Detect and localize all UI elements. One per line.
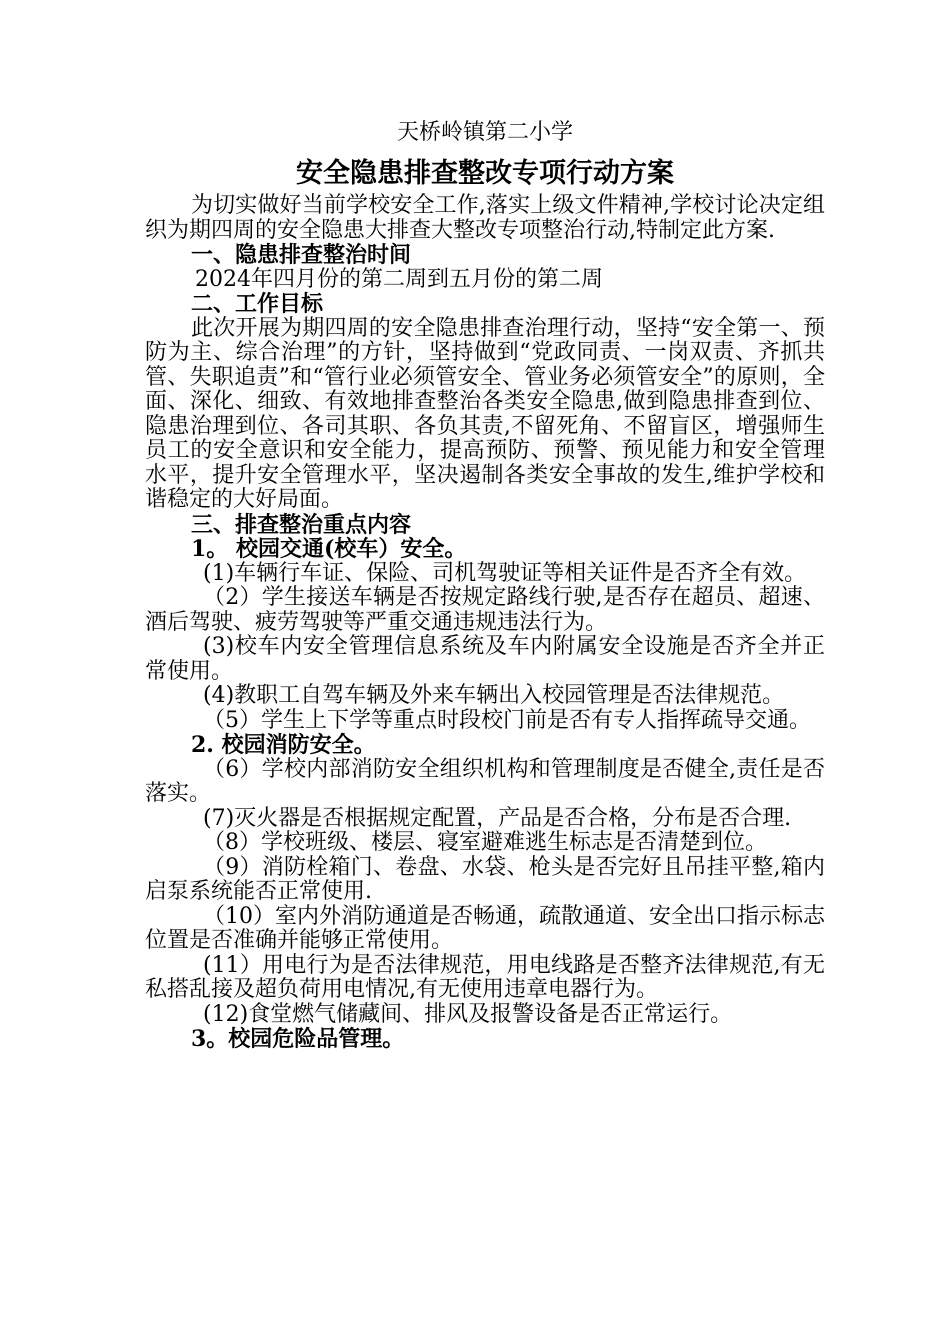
section-heading-time: 一、隐患排查整治时间 xyxy=(191,242,412,268)
list-item: （6）学校内部消防安全组织机构和管理制度是否健全,责任是否落实。 xyxy=(145,756,825,806)
list-item: (11）用电行为是否法律规范，用电线路是否整齐法律规范,有无私搭乱接及超负荷用电情况,有无使用违章电器行为。 xyxy=(145,952,825,1002)
list-item: (12)食堂燃气储藏间、排风及报警设备是否正常运行。 xyxy=(203,1001,733,1027)
subsection-heading-fire: 2. 校园消防安全。 xyxy=(191,732,376,758)
list-item: (7)灭火器是否根据规定配置，产品是否合格，分布是否合理. xyxy=(203,805,792,831)
list-item: （9）消防栓箱门、卷盘、水袋、枪头是否完好且吊挂平整,箱内启泵系统能否正常使用. xyxy=(145,854,825,904)
section-body-time: 2024年四月份的第二周到五月份的第二周 xyxy=(195,266,603,292)
list-item: （2）学生接送车辆是否按规定路线行驶,是否存在超员、超速、酒后驾驶、疲劳驾驶等严重交通违规违法行为。 xyxy=(145,585,825,635)
subsection-heading-traffic: 1。 校园交通(校车）安全。 xyxy=(191,536,467,562)
list-item: (4)教职工自驾车辆及外来车辆出入校园管理是否法律规范。 xyxy=(203,683,785,708)
list-item: （5）学生上下学等重点时段校门前是否有专人指挥疏导交通。 xyxy=(203,707,811,733)
school-name: 天桥岭镇第二小学 xyxy=(396,120,573,145)
intro-paragraph: 为切实做好当前学校安全工作,落实上级文件精神,学校讨论决定组织为期四周的安全隐患大排查大整改专项整治行动,特制定此方案. xyxy=(145,193,825,243)
document-page xyxy=(145,118,825,1052)
section-heading-content: 三、排查整治重点内容 xyxy=(191,511,412,538)
list-item: (1)车辆行车证、保险、司机驾驶证等相关证件是否齐全有效。 xyxy=(203,560,807,586)
document-title: 安全隐患排查整改专项行动方案 xyxy=(296,158,674,189)
list-item: （8）学校班级、楼层、寝室避难逃生标志是否清楚到位。 xyxy=(203,830,767,855)
list-item: （10）室内外消防通道是否畅通，疏散通道、安全出口指示标志位置是否准确并能够正常使用。 xyxy=(145,903,825,953)
section-heading-goal: 二、工作目标 xyxy=(191,291,324,317)
section-body-goal: 此次开展为期四周的安全隐患排查治理行动，坚持“安全第一、预防为主、综合治理”的方针，坚持做到“党政同责、一岗双责、齐抓共管、失职追责”和“管行业必须管安全、管业务必须管安全”的原则，全面、深化、细致、有效地排查整治各类安全隐患,做到隐患排查到位、隐患治理到位、各司其职、各负其责,不留死角、不留盲区，增强师生员工的安全意识和安全能力，提高预防、预警、预见能力和安全管理水平，提升安全管理水平，坚决遏制各类安全事故的发生,维护学校和谐稳定的大好局面。 xyxy=(145,315,825,512)
list-item: (3)校车内安全管理信息系统及车内附属安全设施是否齐全并正常使用。 xyxy=(145,634,825,684)
subsection-heading-hazmat: 3。校园危险品管理。 xyxy=(191,1026,405,1052)
